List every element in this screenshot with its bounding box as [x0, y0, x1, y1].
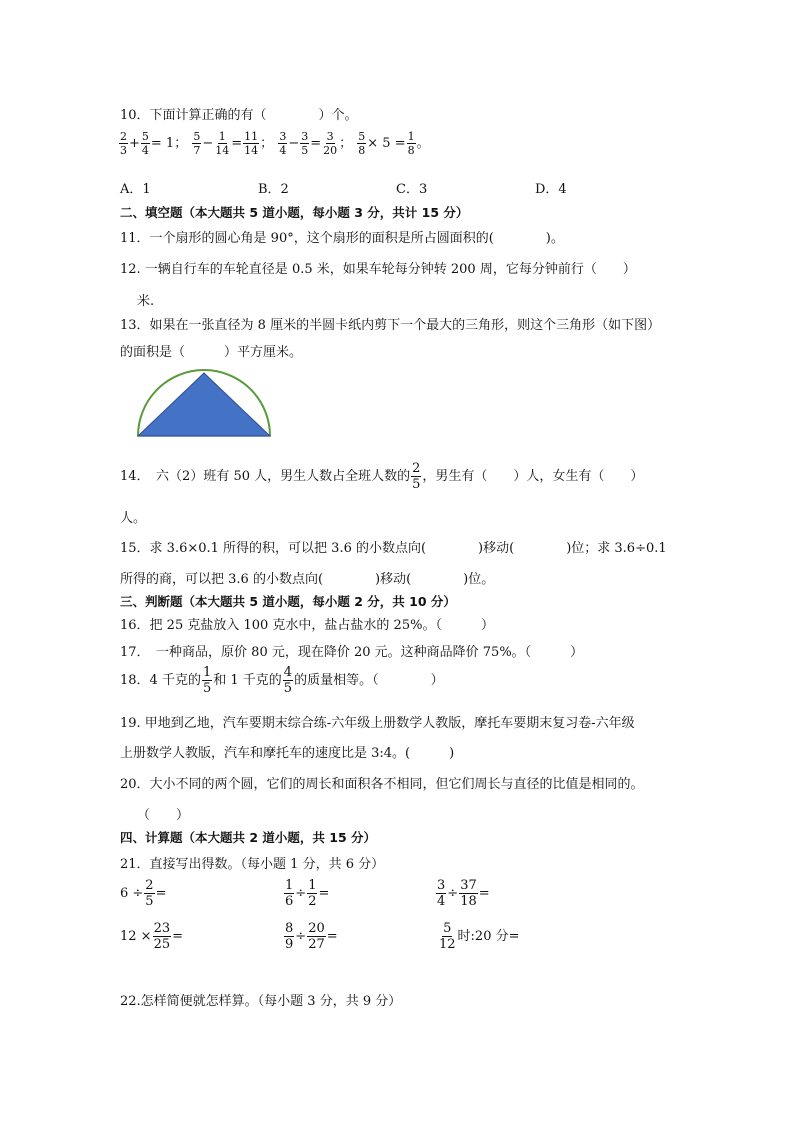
- q15-line2: 所得的商，可以把 3.6 的小数点向( )移动( )位。: [120, 572, 495, 587]
- calc-5: $\frac{8}{9}$ ÷ $\frac{20}{27}$ =: [285, 921, 338, 952]
- fraction: $\frac{4}{5}$: [283, 665, 293, 696]
- fraction: $\frac{5}{8}$: [358, 130, 366, 157]
- q13-line1: 13．如果在一张直径为 8 厘米的半圆卡纸内剪下一个最大的三角形，则这个三角形（如下图）: [120, 318, 661, 333]
- fraction: $\frac{2}{5}$: [412, 461, 421, 492]
- fraction: $\frac{2}{3}$: [120, 130, 127, 157]
- fraction: $\frac{3}{4}$: [437, 878, 446, 909]
- q20-line2: （ ）: [137, 808, 190, 823]
- fraction: $\frac{2}{5}$: [145, 878, 154, 909]
- calc-1: 6 ÷ $\frac{2}{5}$ =: [120, 878, 167, 909]
- section-2-title: 二、填空题（本大题共 5 道小题，每小题 3 分，共计 15 分）: [120, 205, 469, 220]
- q14-line1: 14． 六（2）班有 50 人，男生人数占全班人数的 $\frac{2}{5}$ ，男生有（ ）人，女生有（ ）: [120, 461, 644, 492]
- fraction: $\frac{8}{9}$: [285, 921, 294, 952]
- q17: 17． 一种商品，原价 80 元，现在降价 20 元。这种商品降价 75%。（ ）: [120, 645, 584, 660]
- fraction: $\frac{11}{14}$: [244, 130, 259, 157]
- calc-3: $\frac{3}{4}$ ÷ $\frac{37}{18}$ =: [437, 878, 490, 909]
- fraction: $\frac{37}{18}$: [460, 878, 477, 909]
- q11: 11．一个扇形的圆心角是 90°，这个扇形的面积是所占圆面积的( )。: [120, 231, 564, 246]
- q10-equations: $\frac{2}{3}$ + $\frac{5}{4}$ = 1； $\frac{5}{7}$ − $\frac{1}{14}$ = $\frac{11}{14}$ ； $\frac{3}{4}$ − $\frac{3}{5}$ = $\frac{3}{20}$ ； $\frac{5}{8}$ × 5 = $\frac{1}{8}$ 。: [120, 130, 430, 157]
- q19-line1: 19. 甲地到乙地，汽车要期末综合练-六年级上册数学人教版，摩托车要期末复习卷-六年级: [120, 716, 635, 731]
- q18: 18．4 千克的 $\frac{1}{5}$ 和 1 千克的 $\frac{4}{5}$ 的质量相等。（ ）: [120, 665, 444, 696]
- q10-stem: 10．下面计算正确的有（ ）个。: [120, 108, 358, 123]
- fraction: $\frac{3}{5}$: [301, 130, 309, 157]
- q22: 22.怎样简便就怎样算。（每小题 3 分，共 9 分）: [120, 994, 402, 1009]
- option-a[interactable]: A．1: [120, 182, 151, 197]
- q14-line2: 人。: [120, 511, 147, 526]
- option-d[interactable]: D．4: [535, 182, 567, 197]
- fraction: $\frac{23}{25}$: [153, 921, 171, 952]
- semicircle-triangle-figure: [130, 368, 280, 443]
- fraction: $\frac{5}{4}$: [141, 130, 149, 157]
- option-c[interactable]: C．3: [396, 182, 428, 197]
- fraction: $\frac{3}{4}$: [279, 130, 287, 157]
- fraction: $\frac{1}{14}$: [215, 130, 230, 157]
- section-3-title: 三、判断题（本大题共 5 道小题，每小题 2 分，共 10 分）: [120, 594, 456, 609]
- calc-2: $\frac{1}{6}$ ÷ $\frac{1}{2}$ =: [285, 878, 330, 909]
- fraction: $\frac{5}{7}$: [193, 130, 201, 157]
- calc-6: $\frac{5}{12}$ 时:20 分=: [439, 921, 520, 952]
- q12-line2: 米.: [137, 294, 155, 309]
- fraction: $\frac{1}{8}$: [407, 130, 415, 157]
- fraction: $\frac{1}{5}$: [202, 665, 212, 696]
- q16: 16．把 25 克盐放入 100 克水中，盐占盐水的 25%。（ ）: [120, 618, 494, 633]
- fraction: $\frac{20}{27}$: [308, 921, 325, 952]
- fraction: $\frac{1}{2}$: [308, 878, 317, 909]
- q13-line2: 的面积是（ ）平方厘米。: [120, 345, 303, 360]
- q21: 21．直接写出得数。（每小题 1 分，共 6 分）: [120, 857, 385, 872]
- option-b[interactable]: B．2: [258, 182, 289, 197]
- section-4-title: 四、计算题（本大题共 2 道小题，共 15 分）: [120, 830, 377, 845]
- q20-line1: 20．大小不同的两个圆，它们的周长和面积各不相同，但它们周长与直径的比值是相同的。: [120, 777, 644, 792]
- q12-line1: 12. 一辆自行车的车轮直径是 0.5 米，如果车轮每分钟转 200 周，它每分钟前行（ ）: [120, 262, 636, 277]
- fraction: $\frac{3}{20}$: [323, 130, 338, 157]
- calc-4: 12 × $\frac{23}{25}$ =: [120, 921, 184, 952]
- triangle-shape: [138, 373, 270, 436]
- fraction: $\frac{5}{12}$: [439, 921, 456, 952]
- q19-line2: 上册数学人教版，汽车和摩托车的速度比是 3:4。( ): [120, 746, 455, 761]
- q15-line1: 15．求 3.6×0.1 所得的积，可以把 3.6 的小数点向( )移动( )位；求 3.6÷0.1: [120, 541, 667, 556]
- fraction: $\frac{1}{6}$: [285, 878, 294, 909]
